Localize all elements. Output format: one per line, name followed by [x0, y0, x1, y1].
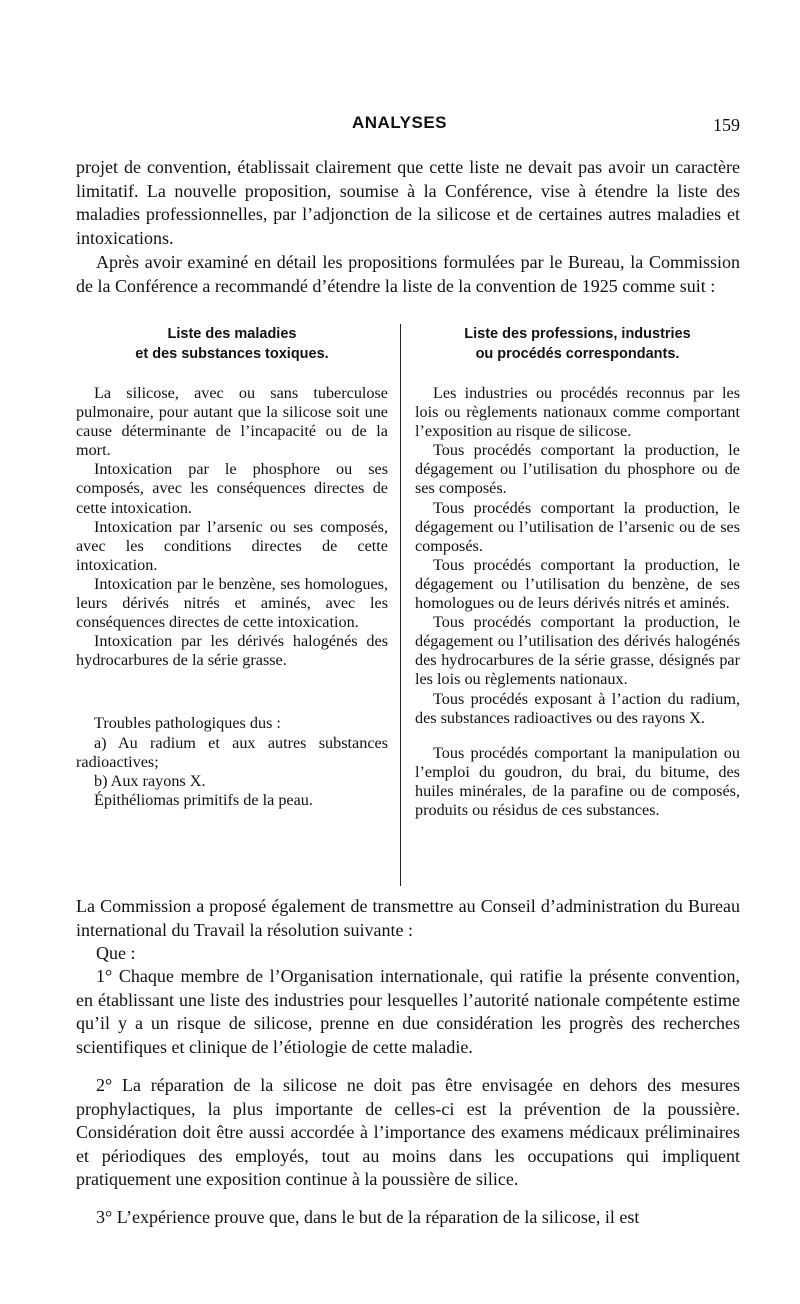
professions-heading-line-2: ou procédés correspondants. — [475, 346, 680, 362]
diseases-heading-line-1: Liste des maladies — [167, 326, 297, 342]
intro-paragraph-2: Après avoir examiné en détail les propositions formulées par le Bureau, la Commission de la Conférence a recommandé d’étendre la liste de la convention de 1925 comme suit : — [76, 252, 740, 296]
disease-item: Intoxication par l’arsenic ou ses composés, avec les conditions directes de cette intoxication. — [76, 517, 388, 574]
body-paragraph-que: Que : — [96, 943, 136, 963]
body-paragraph-point-2: 2° La réparation de la silicose ne doit pas être envisagée en dehors des mesures prophylactiques, la plus importante de celles-ci est la prévention de la poussière. Considération doit être aussi accordée à l’importance des examens médicaux préliminaires et périodiques des employés, tout au moins dans les occupations qui impliquent pratiquement une exposition continue à la poussière de silice. — [76, 1075, 740, 1189]
disease-item: Troubles pathologiques dus : — [94, 714, 281, 733]
disease-item: Intoxication par les dérivés halogénés des hydrocarbures de la série grasse. — [76, 632, 388, 670]
profession-item: Les industries ou procédés reconnus par les lois ou règlements nationaux comme comportant l’exposition au risque de silicose. — [415, 384, 740, 441]
profession-item: Tous procédés comportant la production, le dégagement ou l’utilisation de l’arsenic ou de ses composés. — [415, 498, 740, 555]
disease-item: Intoxication par le benzène, ses homologues, leurs dérivés nitrés et aminés, avec les conséquences directes de cette intoxication. — [76, 574, 388, 632]
intro-paragraph-1: projet de convention, établissait clairement que cette liste ne devait pas avoir un caractère limitatif. La nouvelle proposition, soumise à la Conférence, vise à étendre la liste des maladies professionnelles, par l’adjonction de la silicose et de certaines autres maladies et intoxications. — [76, 157, 740, 248]
disease-item: Intoxication par le phosphore ou ses composés, avec les conséquences directes de cette intoxication. — [76, 460, 388, 517]
professions-column-heading — [415, 324, 740, 364]
profession-item: Tous procédés exposant à l’action du radium, des substances radioactives ou des rayons X. — [415, 689, 740, 727]
disease-item: La silicose, avec ou sans tuberculose pulmonaire, pour autant que la silicose soit une cause déterminante de l’incapacité ou de la mort. — [76, 384, 388, 460]
page-header — [0, 113, 800, 143]
professions-heading-line-1: Liste des professions, industries — [464, 326, 691, 342]
professions-column — [415, 324, 740, 820]
page-number: 159 — [713, 115, 740, 135]
profession-item: Tous procédés comportant la production, le dégagement ou l’utilisation du phosphore ou de ses composés. — [415, 441, 740, 498]
running-title: ANALYSES — [352, 113, 448, 132]
body-paragraph-resolution: La Commission a proposé également de transmettre au Conseil d’administration du Bureau international du Travail la résolution suivante : — [76, 896, 740, 940]
disease-item: Épithéliomas primitifs de la peau. — [94, 790, 313, 809]
body-paragraph-point-3: 3° L’expérience prouve que, dans le but de la réparation de la silicose, il est — [96, 1207, 640, 1227]
disease-subitem: a) Au radium et aux autres substances radioactives; — [76, 733, 388, 771]
profession-item: Tous procédés comportant la manipulation ou l’emploi du goudron, du brai, du bitume, des huiles minérales, de la parafine ou de composés, produits ou résidus de ces substances. — [415, 743, 740, 819]
column-divider — [400, 324, 401, 886]
body-paragraph-point-1: 1° Chaque membre de l’Organisation internationale, qui ratifie la présente convention, en établissant une liste des industries pour lesquelles l’autorité nationale compétente estime qu’il y a un risque de silicose, prenne en due considération les progrès des recherches scientifiques et clinique de l’étiologie de cette maladie. — [76, 966, 740, 1057]
profession-item: Tous procédés comportant la production, le dégagement ou l’utilisation du benzène, de ses homologues ou de leurs dérivés nitrés et aminés. — [415, 555, 740, 613]
diseases-heading-line-2: et des substances toxiques. — [135, 346, 329, 362]
diseases-column-heading — [76, 324, 388, 364]
profession-item: Tous procédés comportant la production, le dégagement ou l’utilisation des dérivés halogénés des hydrocarbures de la série grasse, désignés par les lois ou règlements nationaux. — [415, 613, 740, 689]
disease-subitem: b) Aux rayons X. — [94, 771, 206, 790]
diseases-column — [76, 324, 388, 810]
